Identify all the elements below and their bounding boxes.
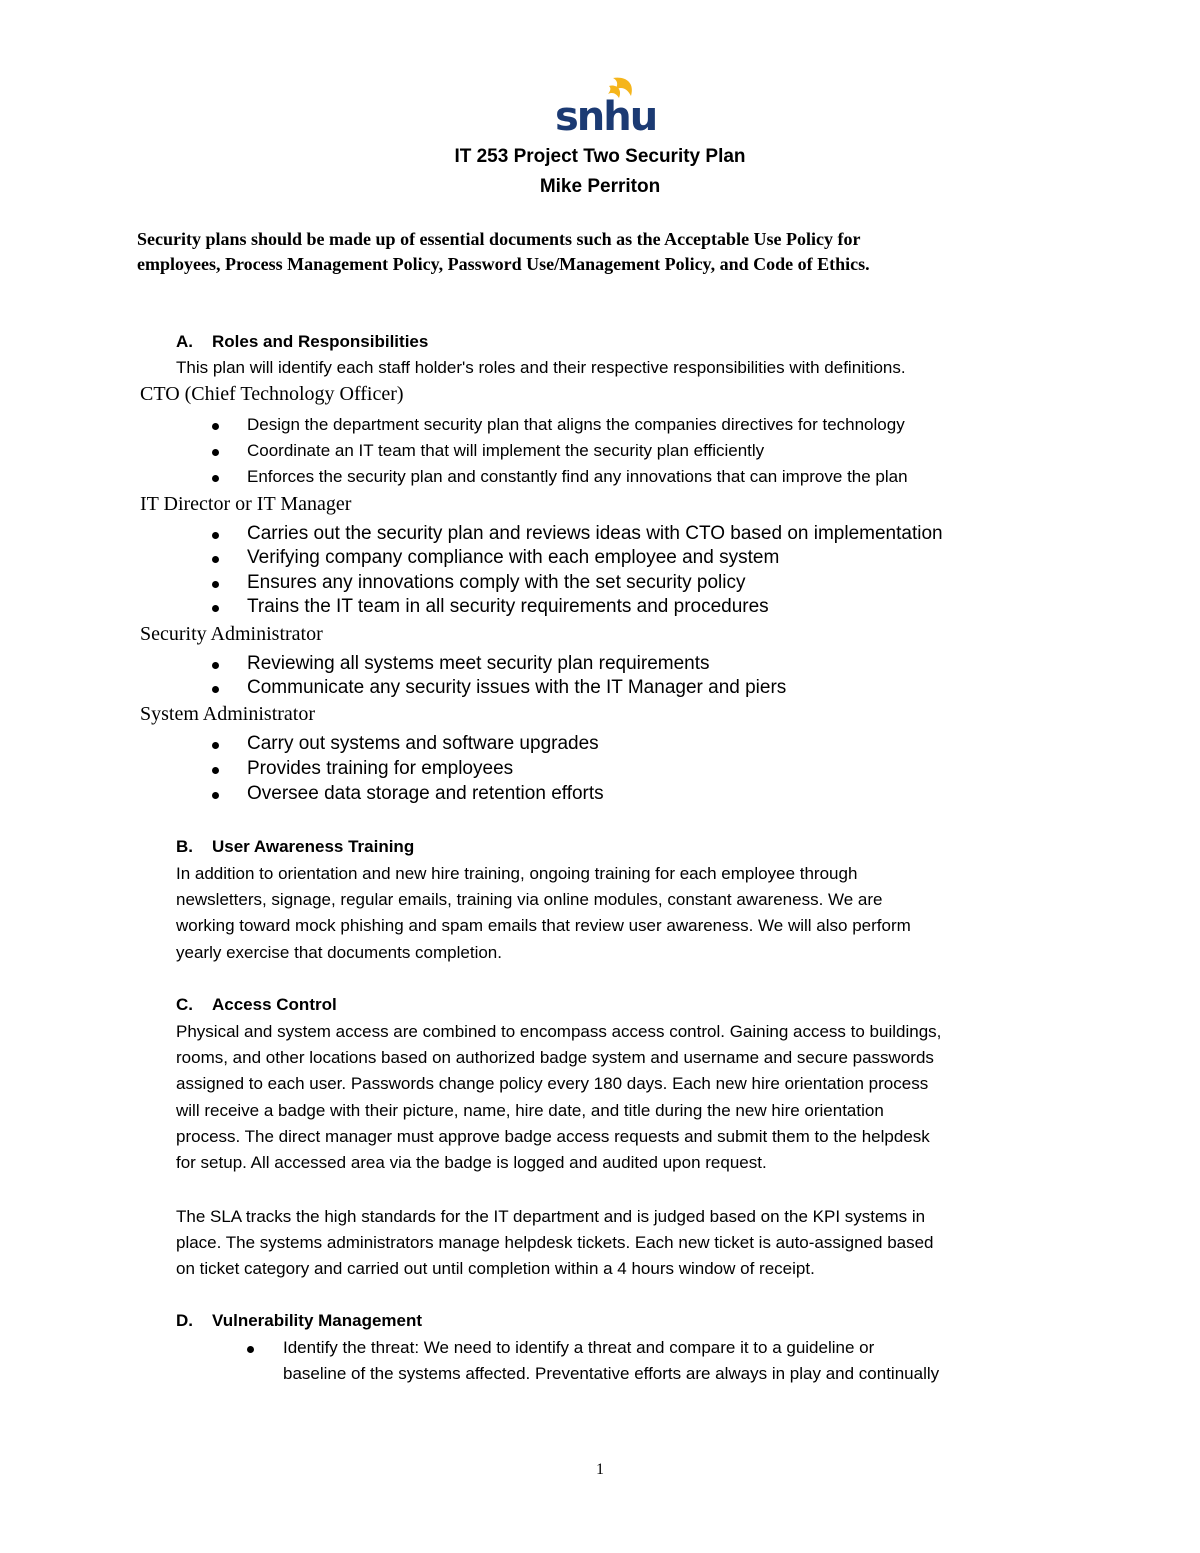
section-a-title: Roles and Responsibilities xyxy=(212,332,429,351)
bullet-icon xyxy=(212,423,219,430)
it-director-item: Trains the IT team in all security requirements and procedures xyxy=(247,596,769,617)
section-b-heading xyxy=(176,837,414,857)
section-d-letter: D. xyxy=(176,1311,193,1330)
bullet-icon xyxy=(212,581,219,588)
section-c-letter: C. xyxy=(176,995,193,1014)
security-admin-item: Reviewing all systems meet security plan requirements xyxy=(247,653,710,674)
bullet-icon xyxy=(212,449,219,456)
logo-text: snhu xyxy=(555,94,657,140)
role-title-it-director: IT Director or IT Manager xyxy=(140,493,352,515)
page-number: 1 xyxy=(596,1461,604,1478)
it-director-item: Ensures any innovations comply with the set security policy xyxy=(247,572,746,593)
cto-item: Coordinate an IT team that will implement the security plan efficiently xyxy=(247,441,765,460)
system-admin-item: Oversee data storage and retention efforts xyxy=(247,783,604,804)
bullet-icon xyxy=(212,532,219,539)
section-b-line: yearly exercise that documents completion. xyxy=(176,943,502,962)
bullet-icon xyxy=(212,792,219,799)
bullet-icon xyxy=(212,686,219,693)
section-c-sla-line: The SLA tracks the high standards for the IT department and is judged based on the KPI systems in xyxy=(176,1207,926,1226)
section-c-line: process. The direct manager must approve badge access requests and submit them to the helpdesk xyxy=(176,1127,930,1146)
section-c-title: Access Control xyxy=(212,995,337,1014)
bullet-icon xyxy=(212,767,219,774)
bullet-icon xyxy=(212,556,219,563)
bullet-icon xyxy=(212,605,219,612)
section-b-line: working toward mock phishing and spam emails that review user awareness. We will also perform xyxy=(176,916,911,935)
system-admin-item: Carry out systems and software upgrades xyxy=(247,733,599,754)
section-c-heading xyxy=(176,995,337,1015)
cto-item: Design the department security plan that aligns the companies directives for technology xyxy=(247,415,905,434)
security-admin-item: Communicate any security issues with the IT Manager and piers xyxy=(247,677,787,698)
it-director-item: Carries out the security plan and reviews ideas with CTO based on implementation xyxy=(247,523,943,544)
bullet-icon xyxy=(212,662,219,669)
cto-item: Enforces the security plan and constantly find any innovations that can improve the plan xyxy=(247,467,908,486)
section-b-letter: B. xyxy=(176,837,193,856)
section-c-line: Physical and system access are combined to encompass access control. Gaining access to buildings, xyxy=(176,1022,942,1041)
role-title-system-admin: System Administrator xyxy=(140,703,315,725)
section-d-bullet-line-2: baseline of the systems affected. Preventative efforts are always in play and continually xyxy=(283,1364,940,1383)
system-admin-item: Provides training for employees xyxy=(247,758,514,779)
section-a-letter: A. xyxy=(176,332,193,351)
document-author: Mike Perriton xyxy=(539,176,661,197)
section-c-sla-line: place. The systems administrators manage helpdesk tickets. Each new ticket is auto-assigned based xyxy=(176,1233,934,1252)
section-c-line: assigned to each user. Passwords change policy every 180 days. Each new hire orientation process xyxy=(176,1074,929,1093)
document-title: IT 253 Project Two Security Plan xyxy=(454,146,746,167)
intro-line-2: employees, Process Management Policy, Password Use/Management Policy, and Code of Ethics. xyxy=(137,254,870,274)
flame-icon xyxy=(553,74,657,140)
section-a-intro: This plan will identify each staff holder's roles and their respective responsibilities with definitions. xyxy=(176,358,906,377)
section-d-bullet-line-1: Identify the threat: We need to identify a threat and compare it to a guideline or xyxy=(283,1338,875,1357)
section-d-title: Vulnerability Management xyxy=(212,1311,423,1330)
section-d-heading xyxy=(176,1311,422,1331)
it-director-item: Verifying company compliance with each employee and system xyxy=(247,547,780,568)
section-b-line: In addition to orientation and new hire training, ongoing training for each employee through xyxy=(176,864,858,883)
role-title-cto: CTO (Chief Technology Officer) xyxy=(140,383,404,405)
intro-line-1: Security plans should be made up of essential documents such as the Acceptable Use Policy for xyxy=(137,229,861,249)
section-c-line: for setup. All accessed area via the badge is logged and audited upon request. xyxy=(176,1153,767,1172)
bullet-icon xyxy=(212,742,219,749)
section-b-title: User Awareness Training xyxy=(212,837,415,856)
bullet-icon xyxy=(247,1346,254,1353)
section-c-line: rooms, and other locations based on authorized badge system and username and secure passwords xyxy=(176,1048,934,1067)
bullet-icon xyxy=(212,475,219,482)
snhu-logo xyxy=(553,74,657,140)
section-a-heading xyxy=(176,332,428,352)
section-c-sla-line: on ticket category and carried out until completion within a 4 hours window of receipt. xyxy=(176,1259,815,1278)
role-title-security-admin: Security Administrator xyxy=(140,623,323,645)
section-c-line: will receive a badge with their picture, name, hire date, and title during the new hire orientation xyxy=(176,1101,884,1120)
section-b-line: newsletters, signage, regular emails, training via online modules, constant awareness. We are xyxy=(176,890,883,909)
